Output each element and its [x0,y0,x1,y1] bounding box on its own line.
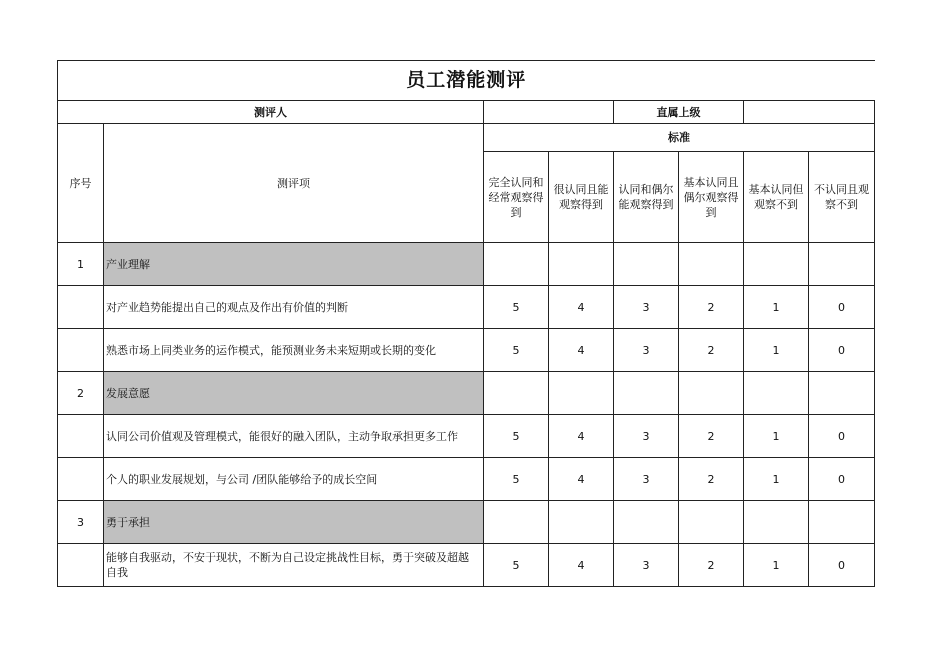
score-cell[interactable]: 3 [614,329,679,372]
score-cell[interactable]: 5 [484,458,549,501]
category-seq: 1 [58,243,104,286]
score-cell[interactable]: 4 [549,286,614,329]
supervisor-value-cell[interactable] [744,101,875,124]
score-cell[interactable]: 0 [809,329,875,372]
empty-score-cell [809,243,875,286]
item-row [58,544,875,587]
empty-score-cell [549,243,614,286]
score-cell[interactable]: 2 [679,286,744,329]
score-cell[interactable]: 3 [614,458,679,501]
item-text: 熟悉市场上同类业务的运作模式，能预测业务未来短期或长期的变化 [104,329,484,372]
score-cell[interactable]: 2 [679,544,744,587]
empty-score-cell [679,501,744,544]
score-cell[interactable]: 5 [484,544,549,587]
standard-level-header: 不认同且观察不到 [809,152,875,243]
item-row [58,415,875,458]
empty-score-cell [549,501,614,544]
empty-score-cell [679,372,744,415]
score-cell[interactable]: 4 [549,329,614,372]
score-cell[interactable]: 1 [744,544,809,587]
category-name: 发展意愿 [104,372,484,415]
item-row [58,329,875,372]
score-cell[interactable]: 5 [484,286,549,329]
item-header: 测评项 [104,124,484,243]
empty-score-cell [484,372,549,415]
category-row [58,372,875,415]
category-name: 勇于承担 [104,501,484,544]
empty-score-cell [614,372,679,415]
score-cell[interactable]: 4 [549,544,614,587]
category-seq: 3 [58,501,104,544]
item-row [58,458,875,501]
empty-score-cell [809,372,875,415]
standard-level-header: 认同和偶尔能观察得到 [614,152,679,243]
standard-header: 标准 [484,124,875,152]
score-cell[interactable]: 3 [614,286,679,329]
empty-score-cell [744,243,809,286]
category-seq: 2 [58,372,104,415]
item-text: 对产业趋势能提出自己的观点及作出有价值的判断 [104,286,484,329]
empty-score-cell [744,372,809,415]
score-cell[interactable]: 0 [809,286,875,329]
empty-score-cell [809,501,875,544]
score-cell[interactable]: 2 [679,415,744,458]
item-seq-cell [58,286,104,329]
seq-header: 序号 [58,124,104,243]
score-cell[interactable]: 1 [744,458,809,501]
standard-level-header: 基本认同但观察不到 [744,152,809,243]
item-seq-cell [58,544,104,587]
score-cell[interactable]: 2 [679,458,744,501]
item-text: 个人的职业发展规划，与公司 /团队能够给予的成长空间 [104,458,484,501]
item-text: 认同公司价值观及管理模式，能很好的融入团队，主动争取承担更多工作 [104,415,484,458]
score-cell[interactable]: 5 [484,329,549,372]
empty-score-cell [744,501,809,544]
standard-level-header: 完全认同和经常观察得到 [484,152,549,243]
standard-level-header: 很认同且能观察得到 [549,152,614,243]
score-cell[interactable]: 3 [614,415,679,458]
empty-score-cell [549,372,614,415]
score-cell[interactable]: 0 [809,458,875,501]
item-seq-cell [58,458,104,501]
evaluation-table [57,60,875,587]
evaluator-label: 测评人 [58,101,484,124]
score-cell[interactable]: 3 [614,544,679,587]
score-cell[interactable]: 5 [484,415,549,458]
score-cell[interactable]: 0 [809,544,875,587]
empty-score-cell [484,501,549,544]
category-row [58,243,875,286]
category-row [58,501,875,544]
item-seq-cell [58,415,104,458]
sheet-title: 员工潜能测评 [58,61,875,101]
standard-level-header: 基本认同且偶尔观察得到 [679,152,744,243]
empty-score-cell [679,243,744,286]
empty-score-cell [614,501,679,544]
score-cell[interactable]: 4 [549,415,614,458]
score-cell[interactable]: 2 [679,329,744,372]
category-name: 产业理解 [104,243,484,286]
score-cell[interactable]: 1 [744,329,809,372]
item-text: 能够自我驱动，不安于现状，不断为自己设定挑战性目标，勇于突破及超越自我 [104,544,484,587]
score-cell[interactable]: 1 [744,286,809,329]
empty-score-cell [614,243,679,286]
evaluator-value-cell[interactable] [484,101,614,124]
score-cell[interactable]: 4 [549,458,614,501]
item-row [58,286,875,329]
score-cell[interactable]: 0 [809,415,875,458]
score-cell[interactable]: 1 [744,415,809,458]
supervisor-label: 直属上级 [614,101,744,124]
item-seq-cell [58,329,104,372]
empty-score-cell [484,243,549,286]
